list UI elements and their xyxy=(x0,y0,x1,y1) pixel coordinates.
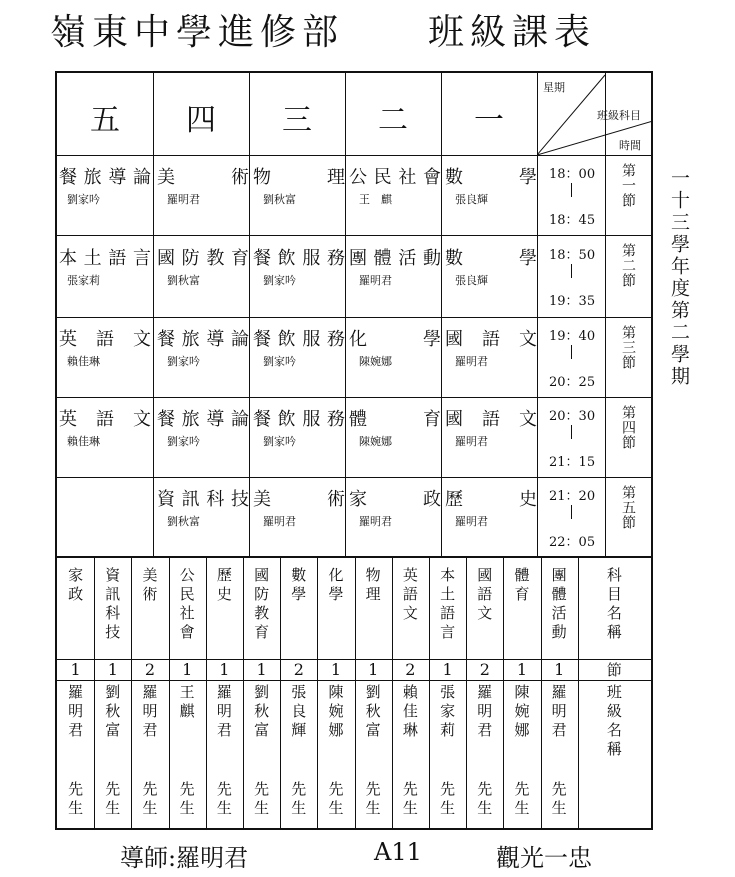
summary-teacher-suffix: 先 生 xyxy=(440,780,456,817)
teacher-p4-mon: 羅明君 xyxy=(455,435,488,448)
page-title: 嶺東中學進修部 班級課表 xyxy=(50,12,597,53)
cell-p5-mon: 歷 史 xyxy=(445,489,537,510)
summary-teacher-suffix: 先 生 xyxy=(402,780,418,817)
summary-periods: 1 xyxy=(107,660,118,679)
cell-p1-thu: 美 術 xyxy=(157,167,249,188)
time-p4-end: 21：15 xyxy=(549,455,596,470)
subject-name-label: 科 目 名 稱 xyxy=(606,566,622,641)
summary-subject: 數 學 xyxy=(291,566,307,603)
summary-label-column xyxy=(578,558,651,828)
summary-periods: 1 xyxy=(70,660,81,679)
period-label-3: 第三節 xyxy=(620,325,636,370)
summary-periods: 1 xyxy=(182,660,193,679)
cell-p2-wed: 餐 飲 服 務 xyxy=(253,248,345,269)
teacher-p2-tue: 羅明君 xyxy=(359,274,392,287)
summary-teacher-suffix: 先 生 xyxy=(216,780,232,817)
period-label-1: 第一節 xyxy=(620,163,636,208)
cell-p4-tue: 體 育 xyxy=(349,409,441,430)
teacher-p1-wed: 劉秋富 xyxy=(263,193,296,206)
summary-subject: 化 學 xyxy=(328,566,344,603)
day-header-thu: 四 xyxy=(186,103,216,138)
subject-summary-table xyxy=(55,558,653,830)
cell-p1-wed: 物 理 xyxy=(253,167,345,188)
cell-p4-mon: 國 語 文 xyxy=(445,409,537,430)
teacher-p5-thu: 劉秋富 xyxy=(167,515,200,528)
summary-column xyxy=(243,558,280,828)
time-p4-start: 20：30 xyxy=(549,409,596,424)
time-p3-start: 19：40 xyxy=(549,329,596,344)
time-p3-end: 20：25 xyxy=(549,375,596,390)
teacher-p3-wed: 劉家吟 xyxy=(263,355,296,368)
teacher-p2-fri: 張家莉 xyxy=(67,274,100,287)
summary-periods: 1 xyxy=(554,660,565,679)
time-p2-start: 18：50 xyxy=(549,248,596,263)
time-p2-end: 19：35 xyxy=(549,294,596,309)
summary-periods: 1 xyxy=(330,660,342,679)
corner-header xyxy=(537,73,653,155)
summary-teacher-suffix: 先 生 xyxy=(105,780,121,817)
summary-teacher: 陳 婉 娜 xyxy=(328,683,344,739)
day-header-mon: 一 xyxy=(474,103,504,138)
teacher-p1-mon: 張良輝 xyxy=(455,193,488,206)
summary-teacher-suffix: 先 生 xyxy=(365,780,381,817)
summary-teacher-suffix: 先 生 xyxy=(514,780,530,817)
summary-column xyxy=(280,558,317,828)
summary-teacher: 賴 佳 琳 xyxy=(402,683,418,739)
summary-periods: 2 xyxy=(144,660,156,679)
teacher-p5-wed: 羅明君 xyxy=(263,515,296,528)
cell-p3-fri: 英 語 文 xyxy=(59,329,151,350)
mentor-label: 導師:羅明君 xyxy=(120,844,249,872)
summary-periods: 1 xyxy=(442,660,453,679)
summary-column xyxy=(206,558,243,828)
time-p1-end: 18：45 xyxy=(549,213,596,228)
cell-p5-wed: 美 術 xyxy=(253,489,345,510)
summary-subject: 團 體 活 動 xyxy=(551,566,567,641)
cell-p1-tue: 公 民 社 會 xyxy=(349,167,441,188)
period-label-5: 第五節 xyxy=(620,485,636,530)
summary-teacher-suffix: 先 生 xyxy=(179,780,195,817)
summary-periods: 1 xyxy=(256,660,267,679)
time-p3-connector xyxy=(571,345,572,359)
summary-teacher: 王 麒 xyxy=(179,683,195,720)
teacher-p2-wed: 劉家吟 xyxy=(263,274,296,287)
day-header-wed: 三 xyxy=(282,103,312,138)
summary-column xyxy=(57,558,94,828)
teacher-p1-fri: 劉家吟 xyxy=(67,193,100,206)
summary-column xyxy=(355,558,392,828)
cell-p3-wed: 餐 飲 服 務 xyxy=(253,329,345,350)
summary-column xyxy=(503,558,540,828)
summary-column xyxy=(541,558,578,828)
summary-periods: 1 xyxy=(516,660,528,679)
summary-teacher: 羅 明 君 xyxy=(216,683,232,739)
summary-subject: 國 防 教 育 xyxy=(254,566,270,641)
summary-teacher: 羅 明 君 xyxy=(477,683,493,739)
teacher-p3-mon: 羅明君 xyxy=(455,355,488,368)
class-code: A11 xyxy=(374,838,422,866)
day-header-fri: 五 xyxy=(90,103,120,138)
time-p4-connector xyxy=(571,425,572,439)
summary-periods: 2 xyxy=(479,660,490,679)
period-label-2: 第二節 xyxy=(620,243,636,288)
time-p5-start: 21：20 xyxy=(549,489,596,504)
summary-teacher: 羅 明 君 xyxy=(68,683,84,739)
time-p2-connector xyxy=(571,264,572,278)
summary-column xyxy=(466,558,503,828)
cell-p4-fri: 英 語 文 xyxy=(59,409,151,430)
summary-teacher: 劉 秋 富 xyxy=(254,683,270,739)
teacher-p1-thu: 羅明君 xyxy=(167,193,200,206)
summary-subject: 英 語 文 xyxy=(402,566,418,622)
summary-subject: 國 語 文 xyxy=(477,566,493,622)
summary-subject: 公 民 社 會 xyxy=(179,566,195,641)
summary-teacher-suffix: 先 生 xyxy=(328,780,344,817)
summary-periods: 1 xyxy=(368,660,379,679)
cell-p4-wed: 餐 飲 服 務 xyxy=(253,409,345,430)
summary-teacher: 劉 秋 富 xyxy=(365,683,381,739)
teacher-p1-tue: 王 麒 xyxy=(359,193,392,206)
corner-time-label: 時間 xyxy=(619,139,641,152)
summary-teacher: 劉 秋 富 xyxy=(105,683,121,739)
summary-teacher: 張 家 莉 xyxy=(440,683,456,739)
summary-teacher-suffix: 先 生 xyxy=(291,780,307,817)
teacher-p5-mon: 羅明君 xyxy=(455,515,488,528)
cell-p5-tue: 家 政 xyxy=(349,489,441,510)
summary-column xyxy=(94,558,131,828)
schedule-table xyxy=(55,71,653,558)
cell-p2-fri: 本 土 語 言 xyxy=(59,248,151,269)
summary-teacher: 張 良 輝 xyxy=(291,683,307,739)
summary-subject: 家 政 xyxy=(68,566,84,603)
cell-p2-thu: 國 防 教 育 xyxy=(157,248,249,269)
summary-subject: 體 育 xyxy=(514,566,530,603)
summary-periods: 2 xyxy=(405,660,416,679)
summary-column xyxy=(392,558,429,828)
corner-weekday-label: 星期 xyxy=(543,81,565,94)
teacher-p3-thu: 劉家吟 xyxy=(167,355,200,368)
time-p1-connector xyxy=(571,183,572,197)
summary-teacher-suffix: 先 生 xyxy=(142,780,158,817)
cell-p2-tue: 團 體 活 動 xyxy=(349,248,441,269)
cell-p1-mon: 數 學 xyxy=(445,167,537,188)
teacher-p4-tue: 陳婉娜 xyxy=(359,435,392,448)
cell-p4-thu: 餐 旅 導 論 xyxy=(157,409,249,430)
summary-subject: 本 土 語 言 xyxy=(440,566,456,641)
summary-teacher-suffix: 先 生 xyxy=(254,780,270,817)
summary-subject: 資 訊 科 技 xyxy=(105,566,121,641)
summary-periods: 2 xyxy=(293,660,304,679)
day-header-tue: 二 xyxy=(378,103,408,138)
summary-teacher-suffix: 先 生 xyxy=(551,780,567,817)
teacher-p4-fri: 賴佳琳 xyxy=(67,435,100,448)
cell-p3-mon: 國 語 文 xyxy=(445,329,537,350)
summary-teacher-suffix: 先 生 xyxy=(477,780,493,817)
summary-teacher: 陳 婉 娜 xyxy=(514,683,530,739)
cell-p2-mon: 數 學 xyxy=(445,248,537,269)
teacher-p3-fri: 賴佳琳 xyxy=(67,355,100,368)
cell-p3-thu: 餐 旅 導 論 xyxy=(157,329,249,350)
time-p5-connector xyxy=(571,505,572,519)
cell-p3-tue: 化 學 xyxy=(349,329,441,350)
summary-periods: 1 xyxy=(219,660,230,679)
time-p5-end: 22：05 xyxy=(549,535,596,550)
time-p1-start: 18：00 xyxy=(549,167,596,182)
class-name: 觀光一忠 xyxy=(496,844,592,872)
teacher-p2-thu: 劉秋富 xyxy=(167,274,200,287)
summary-column xyxy=(317,558,354,828)
teacher-p2-mon: 張良輝 xyxy=(455,274,488,287)
summary-subject: 歷 史 xyxy=(216,566,232,603)
summary-column xyxy=(169,558,206,828)
periods-label: 節 xyxy=(606,661,622,679)
summary-subject: 物 理 xyxy=(365,566,381,603)
teacher-p4-wed: 劉家吟 xyxy=(263,435,296,448)
summary-subject: 美 術 xyxy=(142,566,158,603)
summary-column xyxy=(429,558,466,828)
semester-note: 一十三學年度第二學期 xyxy=(668,168,690,388)
summary-teacher: 羅 明 君 xyxy=(142,683,158,739)
summary-column xyxy=(131,558,168,828)
teacher-p4-thu: 劉家吟 xyxy=(167,435,200,448)
cell-p5-thu: 資 訊 科 技 xyxy=(157,489,249,510)
period-label-4: 第四節 xyxy=(620,405,636,450)
cell-p1-fri: 餐 旅 導 論 xyxy=(59,167,151,188)
teacher-p3-tue: 陳婉娜 xyxy=(359,355,392,368)
corner-class-subject-label: 班級科目 xyxy=(597,109,641,122)
teacher-p5-tue: 羅明君 xyxy=(359,515,392,528)
class-name-label: 班 級 名 稱 xyxy=(606,683,622,758)
summary-teacher-suffix: 先 生 xyxy=(68,780,84,817)
summary-teacher: 羅 明 君 xyxy=(551,683,567,739)
